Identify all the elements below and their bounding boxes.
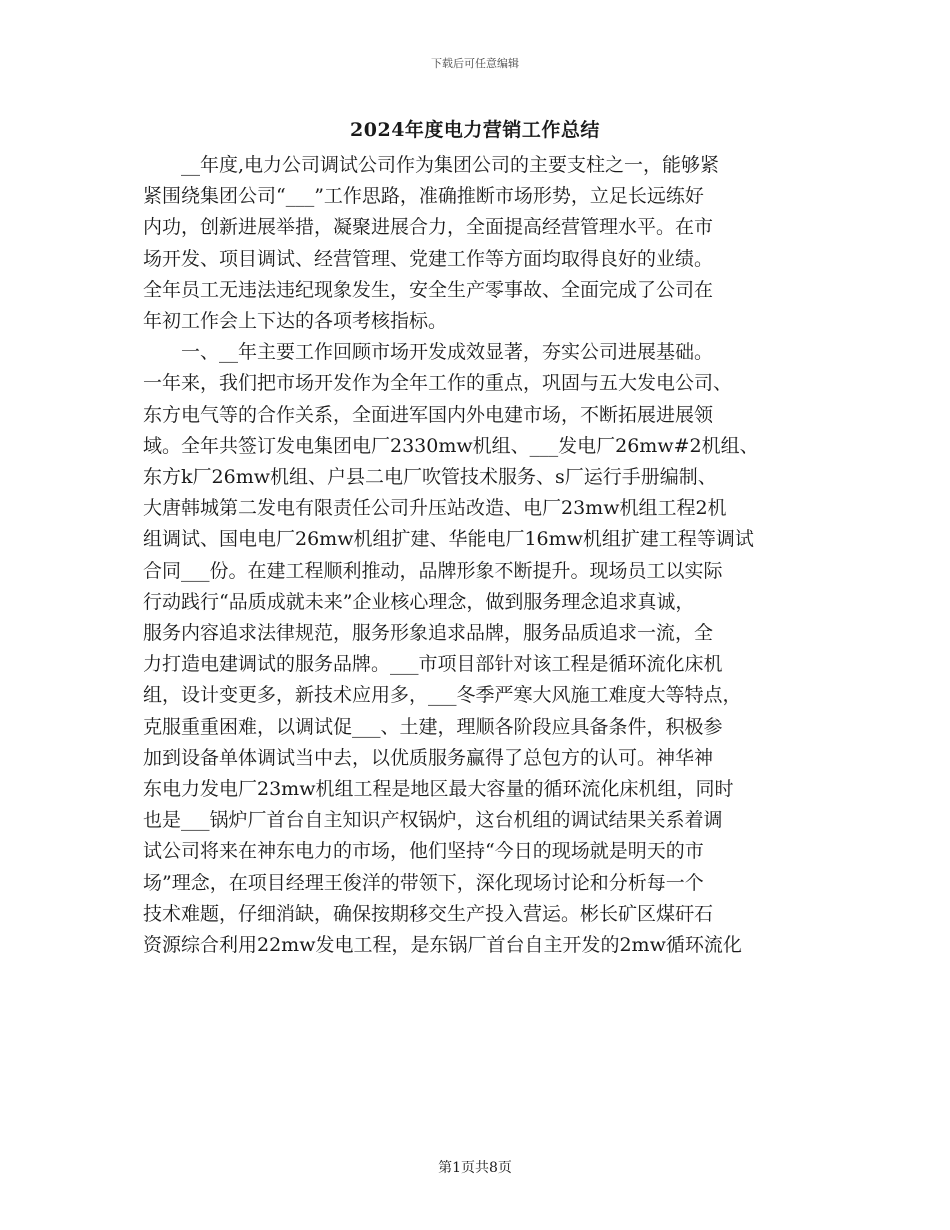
text-line: __年度,电力公司调试公司作为集团公司的主要支柱之一，能够紧 (143, 154, 720, 176)
text-line: 东电力发电厂23mw机组工程是地区最大容量的循环流化床机组，同时 (143, 778, 734, 801)
text-line: 也是___锅炉厂首台自主知识产权锅炉，这台机组的调试结果关系着调 (143, 809, 723, 832)
header-note: 下载后可任意编辑 (431, 57, 519, 70)
text-line: 组调试、国电电厂26mw机组扩建、华能电厂16mw机组扩建工程等调试 (143, 528, 754, 551)
text-line: 域。全年共签订发电集团电厂2330mw机组、___发电厂26mw#2机组、 (143, 434, 759, 457)
text-line: 组，设计变更多，新技术应用多，___冬季严寒大风施工难度大等特点， (143, 684, 742, 707)
text-line: 一年来，我们把市场开发作为全年工作的重点，巩固与五大发电公司、 (143, 372, 733, 395)
text-line: 年初工作会上下达的各项考核指标。 (143, 310, 448, 333)
document-title: 2024年度电力营销工作总结 (350, 119, 600, 141)
page-number-footer: 第1页共8页 (438, 1160, 512, 1176)
text-line: 克服重重困难，以调试促___、土建，理顺各阶段应具备条件，积极参 (143, 715, 723, 738)
body-text (143, 150, 823, 961)
text-line: 力打造电建调试的服务品牌。___市项目部针对该工程是循环流化床机 (143, 653, 723, 676)
text-line: 技术难题，仔细消缺，确保按期移交生产投入营运。彬长矿区煤矸石 (143, 902, 714, 925)
text-line: 全年员工无违法违纪现象发生，安全生产零事故、全面完成了公司在 (143, 278, 714, 301)
text-line: 紧围绕集团公司“___”工作思路，准确推断市场形势，立足长远练好 (143, 185, 704, 208)
text-line: 一、__年主要工作回顾市场开发成效显著，夯实公司进展基础。 (143, 341, 714, 364)
text-line: 场开发、项目调试、经营管理、党建工作等方面均取得良好的业绩。 (143, 247, 714, 270)
text-line: 资源综合利用22mw发电工程，是东锅厂首台自主开发的2mw循环流化 (143, 934, 742, 957)
text-line: 合同___份。在建工程顺利推动，品牌形象不断提升。现场员工以实际 (143, 559, 723, 582)
text-line: 加到设备单体调试当中去，以优质服务赢得了总包方的认可。神华神 (143, 746, 714, 769)
text-line: 大唐韩城第二发电有限责任公司升压站改造、电厂23mw机组工程2机 (143, 497, 727, 520)
text-line: 服务内容追求法律规范，服务形象追求品牌，服务品质追求一流，全 (143, 622, 714, 645)
text-line: 行动践行“品质成就未来”企业核心理念，做到服务理念追求真诚， (143, 590, 695, 613)
text-line: 内功，创新进展举措，凝聚进展合力，全面提高经营管理水平。在市 (143, 216, 714, 239)
text-line: 东方k厂26mw机组、户县二电厂吹管技术服务、s厂运行手册编制、 (143, 466, 717, 489)
text-line: 场”理念，在项目经理王俊洋的带领下，深化现场讨论和分析每一个 (143, 871, 704, 894)
text-line: 试公司将来在神东电力的市场，他们坚持“今日的现场就是明天的市 (143, 840, 704, 863)
text-line: 东方电气等的合作关系，全面进军国内外电建市场，不断拓展进展领 (143, 403, 714, 426)
